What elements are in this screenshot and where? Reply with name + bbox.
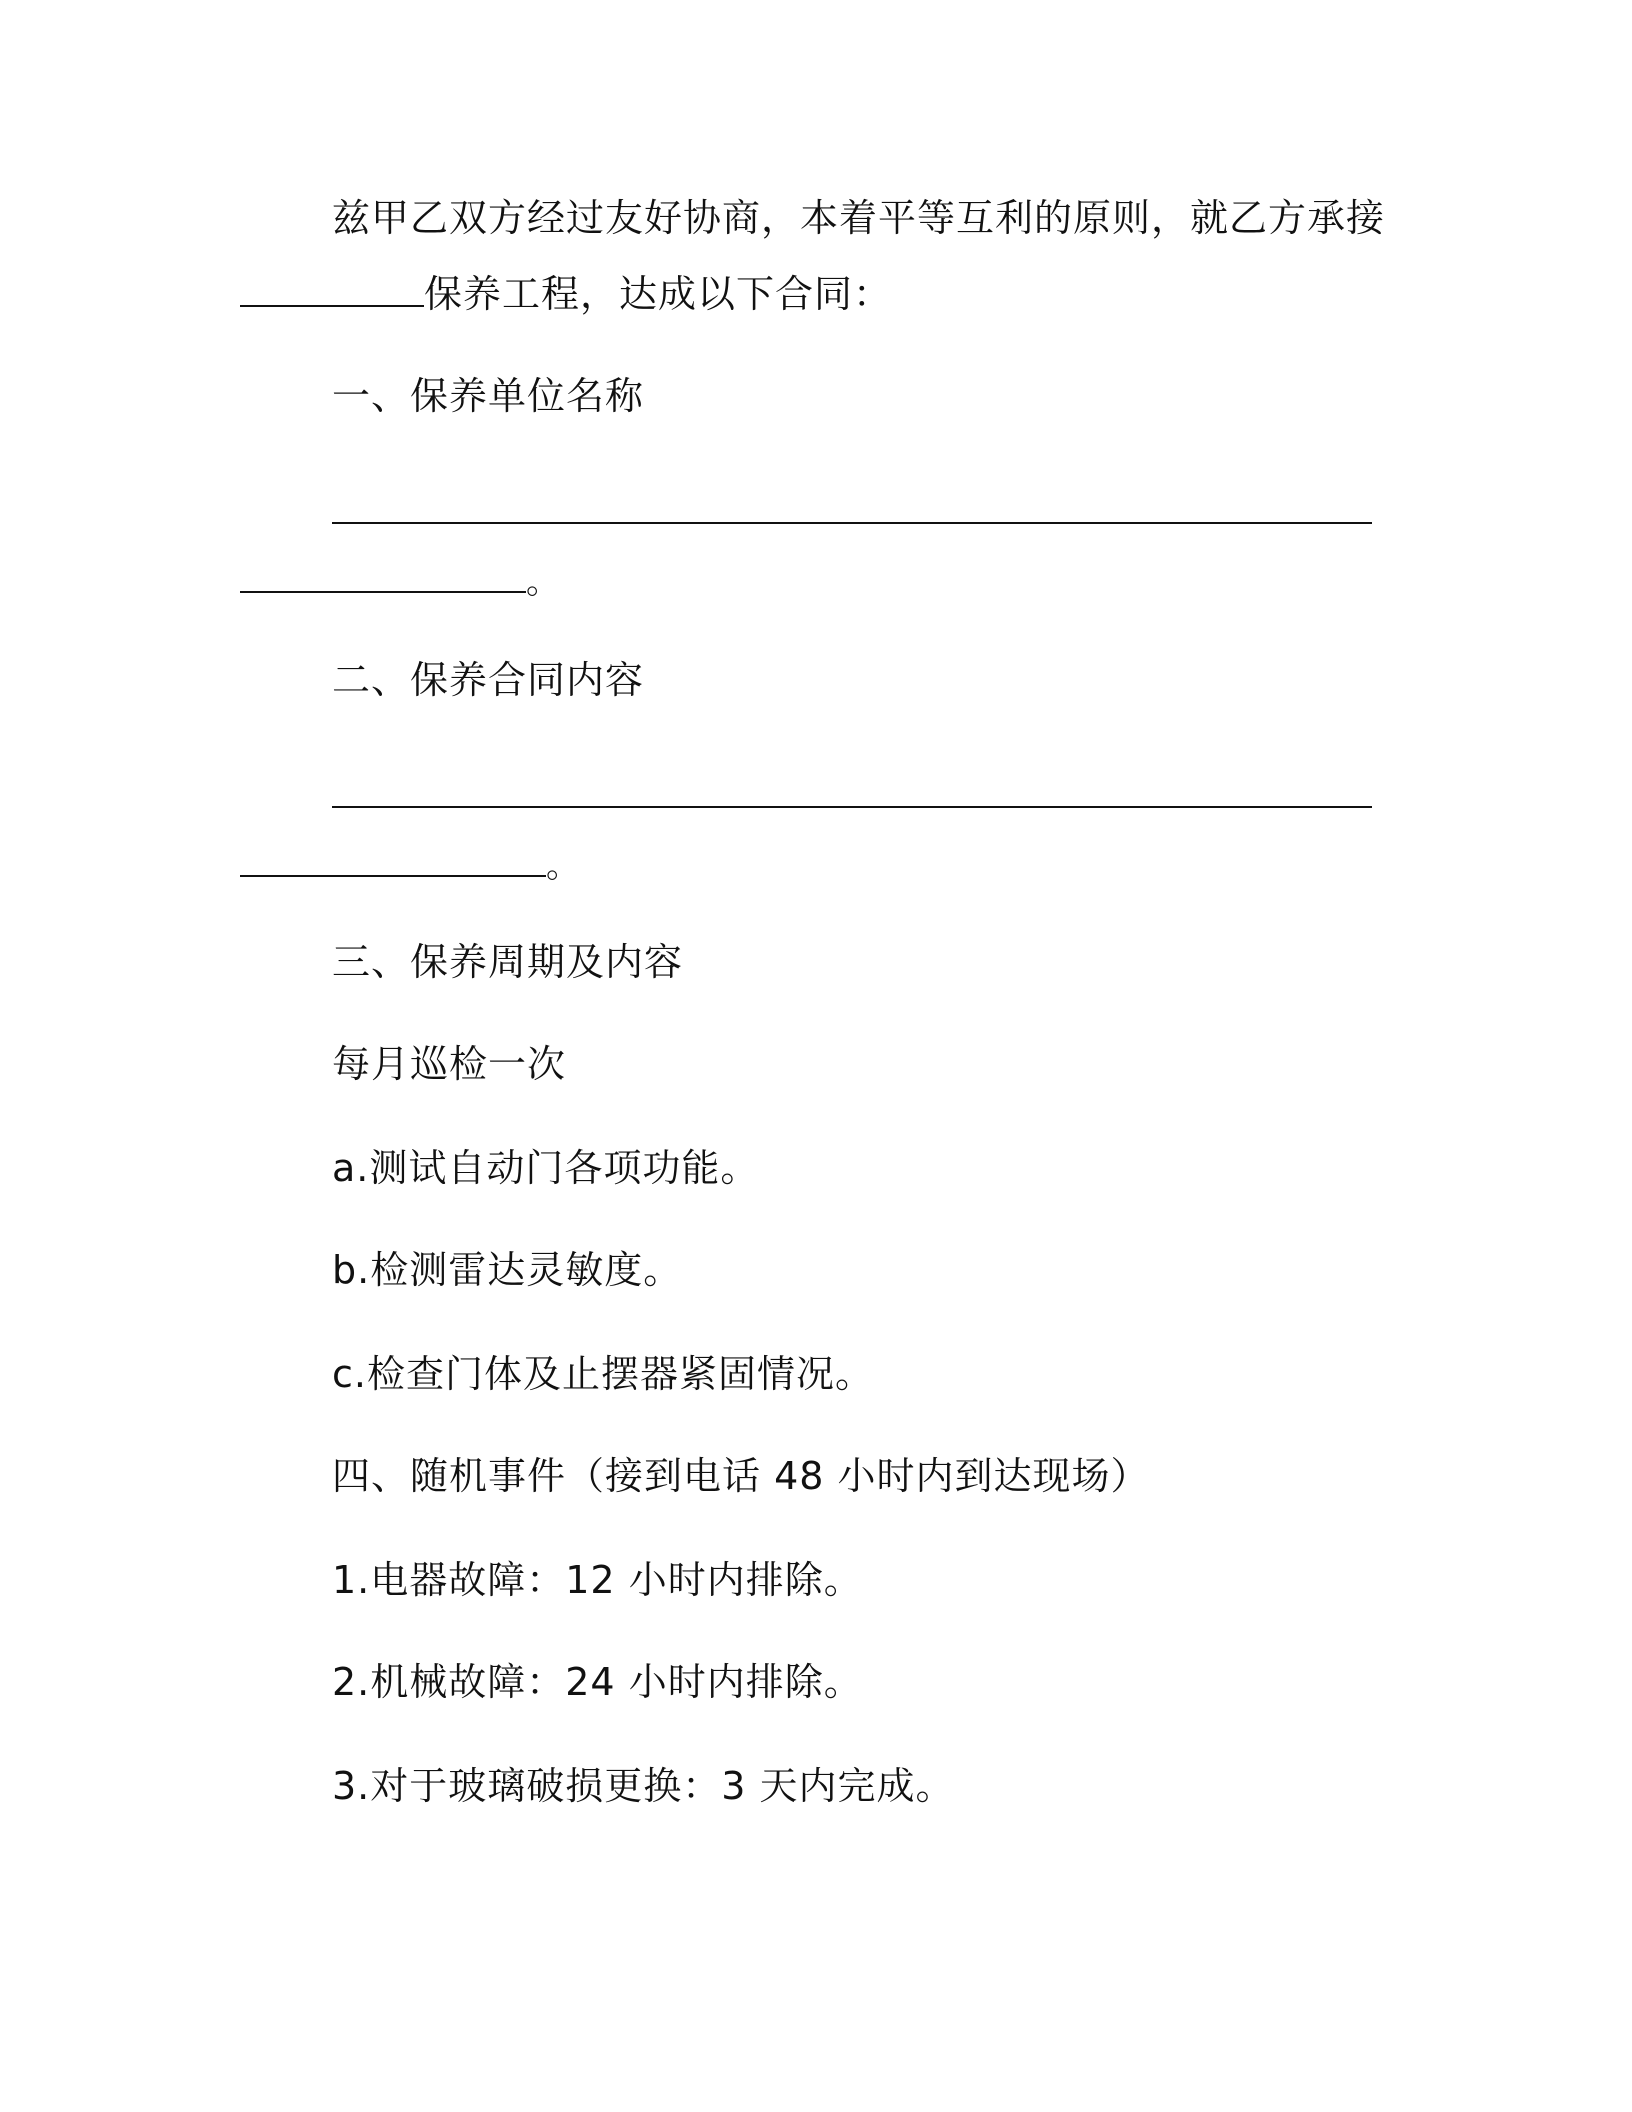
section-3-item-c: c.检查门体及止摆器紧固情况。	[332, 1352, 874, 1396]
section-3-item-a: a.测试自动门各项功能。	[332, 1146, 760, 1190]
section-1-end-mark: 。	[526, 562, 561, 602]
section-1-title: 一、保养单位名称	[332, 374, 645, 418]
section-1-blank-line-2	[240, 556, 561, 606]
intro-paragraph-line-1: 兹甲乙双方经过友好协商，本着平等互利的原则，就乙方承接	[332, 196, 1386, 240]
section-4-item-1: 1.电器故障：12 小时内排除。	[332, 1558, 863, 1602]
section-4-title: 四、随机事件（接到电话 48 小时内到达现场）	[332, 1454, 1150, 1498]
section-2-blank-line-2	[240, 840, 581, 890]
section-4-item-3: 3.对于玻璃破损更换：3 天内完成。	[332, 1764, 955, 1808]
section-2-blank-line-1	[332, 806, 1372, 808]
section-1-blank-line-1	[332, 522, 1372, 524]
section-1-blank-tail	[240, 561, 526, 593]
section-3-subtitle: 每月巡检一次	[332, 1042, 567, 1086]
section-2-blank-tail	[240, 845, 546, 877]
section-3-title: 三、保养周期及内容	[332, 940, 684, 984]
section-2-end-mark: 。	[546, 846, 581, 886]
intro-line-2-text: 保养工程，达成以下合同：	[424, 272, 893, 316]
section-3-item-b: b.检测雷达灵敏度。	[332, 1248, 683, 1292]
section-4-item-2: 2.机械故障：24 小时内排除。	[332, 1660, 863, 1704]
project-name-blank	[240, 275, 424, 307]
section-2-title: 二、保养合同内容	[332, 658, 645, 702]
intro-paragraph-line-2	[240, 270, 892, 318]
